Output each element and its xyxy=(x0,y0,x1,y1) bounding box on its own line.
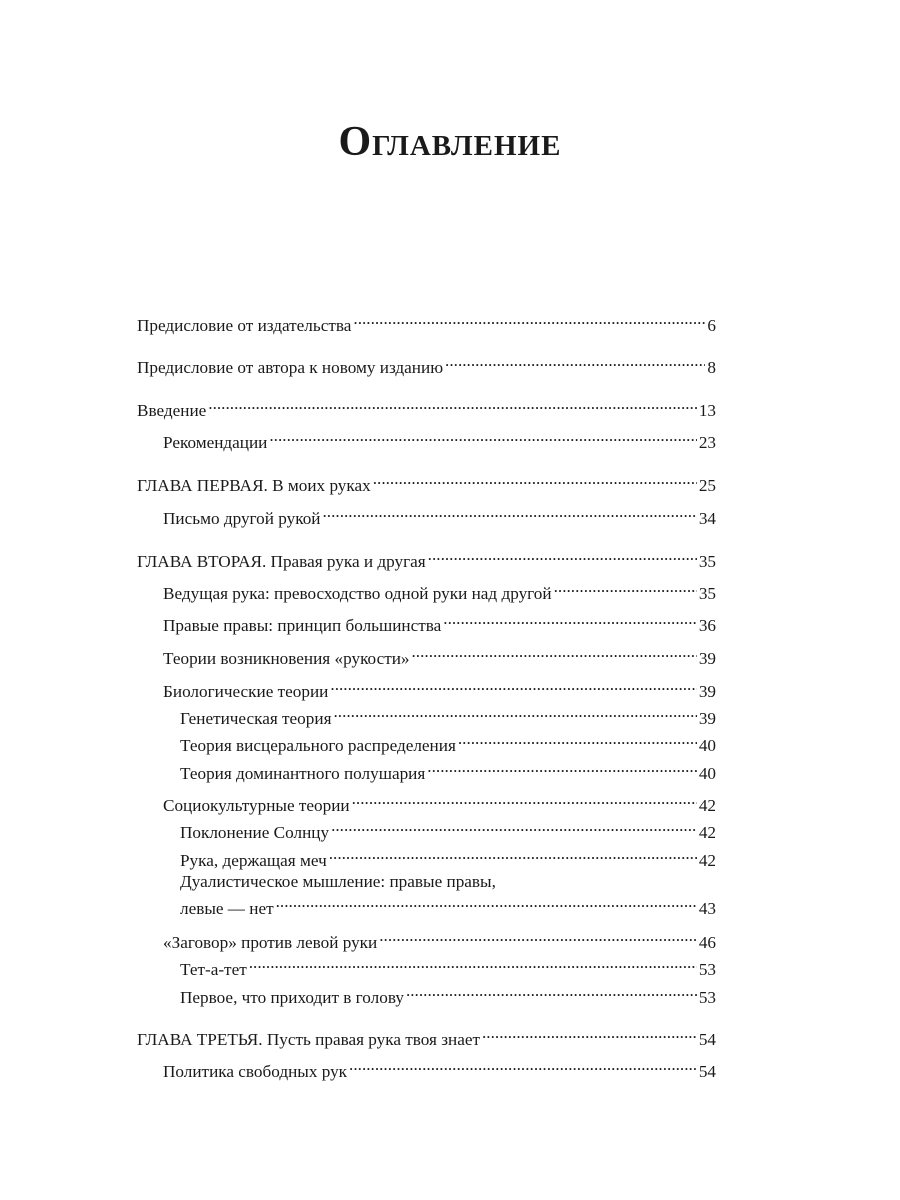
toc-entry[interactable] xyxy=(137,642,716,670)
dot-leader xyxy=(373,469,697,491)
toc-entry[interactable] xyxy=(137,394,716,422)
toc-page-number: 43 xyxy=(698,899,716,918)
dot-leader xyxy=(208,394,697,416)
toc-entry-label: Дуалистическое мышление: правые правы, xyxy=(180,872,496,891)
dot-leader xyxy=(323,502,697,524)
toc-entry-label: Теория висцерального распределения xyxy=(180,736,456,755)
dot-leader xyxy=(329,844,697,866)
toc-page-number: 23 xyxy=(698,433,716,452)
dot-leader xyxy=(379,926,697,948)
toc-page-number: 6 xyxy=(707,316,716,335)
toc-entry[interactable] xyxy=(137,789,716,817)
toc-entry[interactable] xyxy=(137,702,716,730)
toc-page-number: 54 xyxy=(698,1030,716,1049)
toc-entry[interactable] xyxy=(137,309,716,337)
toc-entry-label: Рука, держащая меч xyxy=(180,851,327,870)
toc-page-number: 54 xyxy=(698,1062,716,1081)
toc-page-number: 53 xyxy=(698,988,716,1007)
toc-entry-label: Письмо другой рукой xyxy=(163,509,321,528)
toc-entry[interactable] xyxy=(137,844,716,872)
toc-entry-label: Теории возникновения «рукости» xyxy=(163,649,410,668)
dot-leader xyxy=(428,545,697,567)
toc-entry[interactable] xyxy=(137,545,716,573)
toc-entry-label: Социокультурные теории xyxy=(163,796,350,815)
dot-leader xyxy=(406,981,697,1003)
dot-leader xyxy=(333,702,696,724)
dot-leader xyxy=(458,729,697,751)
toc-entry[interactable] xyxy=(137,729,716,757)
toc-entry-label: левые — нет xyxy=(180,899,274,918)
toc-entry[interactable] xyxy=(137,892,716,920)
toc-entry-label: Введение xyxy=(137,401,207,420)
toc-entry-label: Ведущая рука: превосходство одной руки над другой xyxy=(163,584,552,603)
dot-leader xyxy=(330,675,696,697)
toc-page-number: 53 xyxy=(698,960,716,979)
dot-leader xyxy=(445,351,705,373)
dot-leader xyxy=(443,609,697,631)
toc-page-number: 39 xyxy=(698,649,716,668)
toc-entry[interactable] xyxy=(137,816,716,844)
toc-entry[interactable] xyxy=(137,351,716,379)
page-title: Оглавление xyxy=(338,119,562,165)
toc-entry[interactable] xyxy=(137,757,716,785)
toc-page-number: 13 xyxy=(698,401,716,420)
toc-entry-label: Рекомендации xyxy=(163,433,268,452)
dot-leader xyxy=(554,577,697,599)
dot-leader xyxy=(276,892,697,914)
toc-entry[interactable] xyxy=(137,981,716,1009)
toc-page-number: 39 xyxy=(698,682,716,701)
toc-entry-label: Правые правы: принцип большинства xyxy=(163,616,442,635)
toc-page-number: 35 xyxy=(698,584,716,603)
toc-entry[interactable] xyxy=(137,1055,716,1083)
toc-entry-label: ГЛАВА ВТОРАЯ. Правая рука и другая xyxy=(137,552,426,571)
toc-entry[interactable] xyxy=(137,469,716,497)
dot-leader xyxy=(353,309,705,331)
toc-entry[interactable] xyxy=(137,953,716,981)
toc-page-number: 25 xyxy=(698,476,716,495)
dot-leader xyxy=(427,757,697,779)
toc-entry-label: ГЛАВА ТРЕТЬЯ. Пусть правая рука твоя знает xyxy=(137,1030,480,1049)
toc-entry-label: Первое, что приходит в голову xyxy=(180,988,404,1007)
toc-entry[interactable] xyxy=(137,1023,716,1051)
toc-entry-label: «Заговор» против левой руки xyxy=(163,933,378,952)
dot-leader xyxy=(349,1055,697,1077)
toc-page-number: 40 xyxy=(698,736,716,755)
dot-leader xyxy=(331,816,697,838)
toc-page-number: 42 xyxy=(698,823,716,842)
toc-entry-label: Поклонение Солнцу xyxy=(180,823,330,842)
toc-entry[interactable] xyxy=(137,609,716,637)
toc-entry[interactable] xyxy=(137,502,716,530)
toc-entry-first-line xyxy=(137,871,716,893)
dot-leader xyxy=(482,1023,697,1045)
toc-page-number: 8 xyxy=(707,358,716,377)
toc-entry[interactable] xyxy=(137,926,716,954)
toc-page-number: 34 xyxy=(698,509,716,528)
toc-entry-label: Биологические теории xyxy=(163,682,329,701)
toc-page-number: 39 xyxy=(698,709,716,728)
toc-entry[interactable] xyxy=(137,675,716,703)
dot-leader xyxy=(412,642,697,664)
toc-entry-label: ГЛАВА ПЕРВАЯ. В моих руках xyxy=(137,476,371,495)
toc-page-number: 42 xyxy=(698,851,716,870)
toc-page-number: 40 xyxy=(698,764,716,783)
toc-entry-label: Теория доминантного полушария xyxy=(180,764,426,783)
toc-entry-label: Генетическая теория xyxy=(180,709,332,728)
toc-page-number: 42 xyxy=(698,796,716,815)
toc-page-number: 35 xyxy=(698,552,716,571)
toc-page-number: 46 xyxy=(698,933,716,952)
toc-entry[interactable] xyxy=(137,426,716,454)
toc-entry[interactable] xyxy=(137,577,716,605)
toc-page-number: 36 xyxy=(698,616,716,635)
dot-leader xyxy=(352,789,697,811)
dot-leader xyxy=(249,953,697,975)
dot-leader xyxy=(269,426,696,448)
toc-entry-label: Предисловие от издательства xyxy=(137,316,352,335)
toc-entry-label: Политика свободных рук xyxy=(163,1062,348,1081)
toc-entry-label: Тет-а-тет xyxy=(180,960,247,979)
toc-entry-label: Предисловие от автора к новому изданию xyxy=(137,358,444,377)
